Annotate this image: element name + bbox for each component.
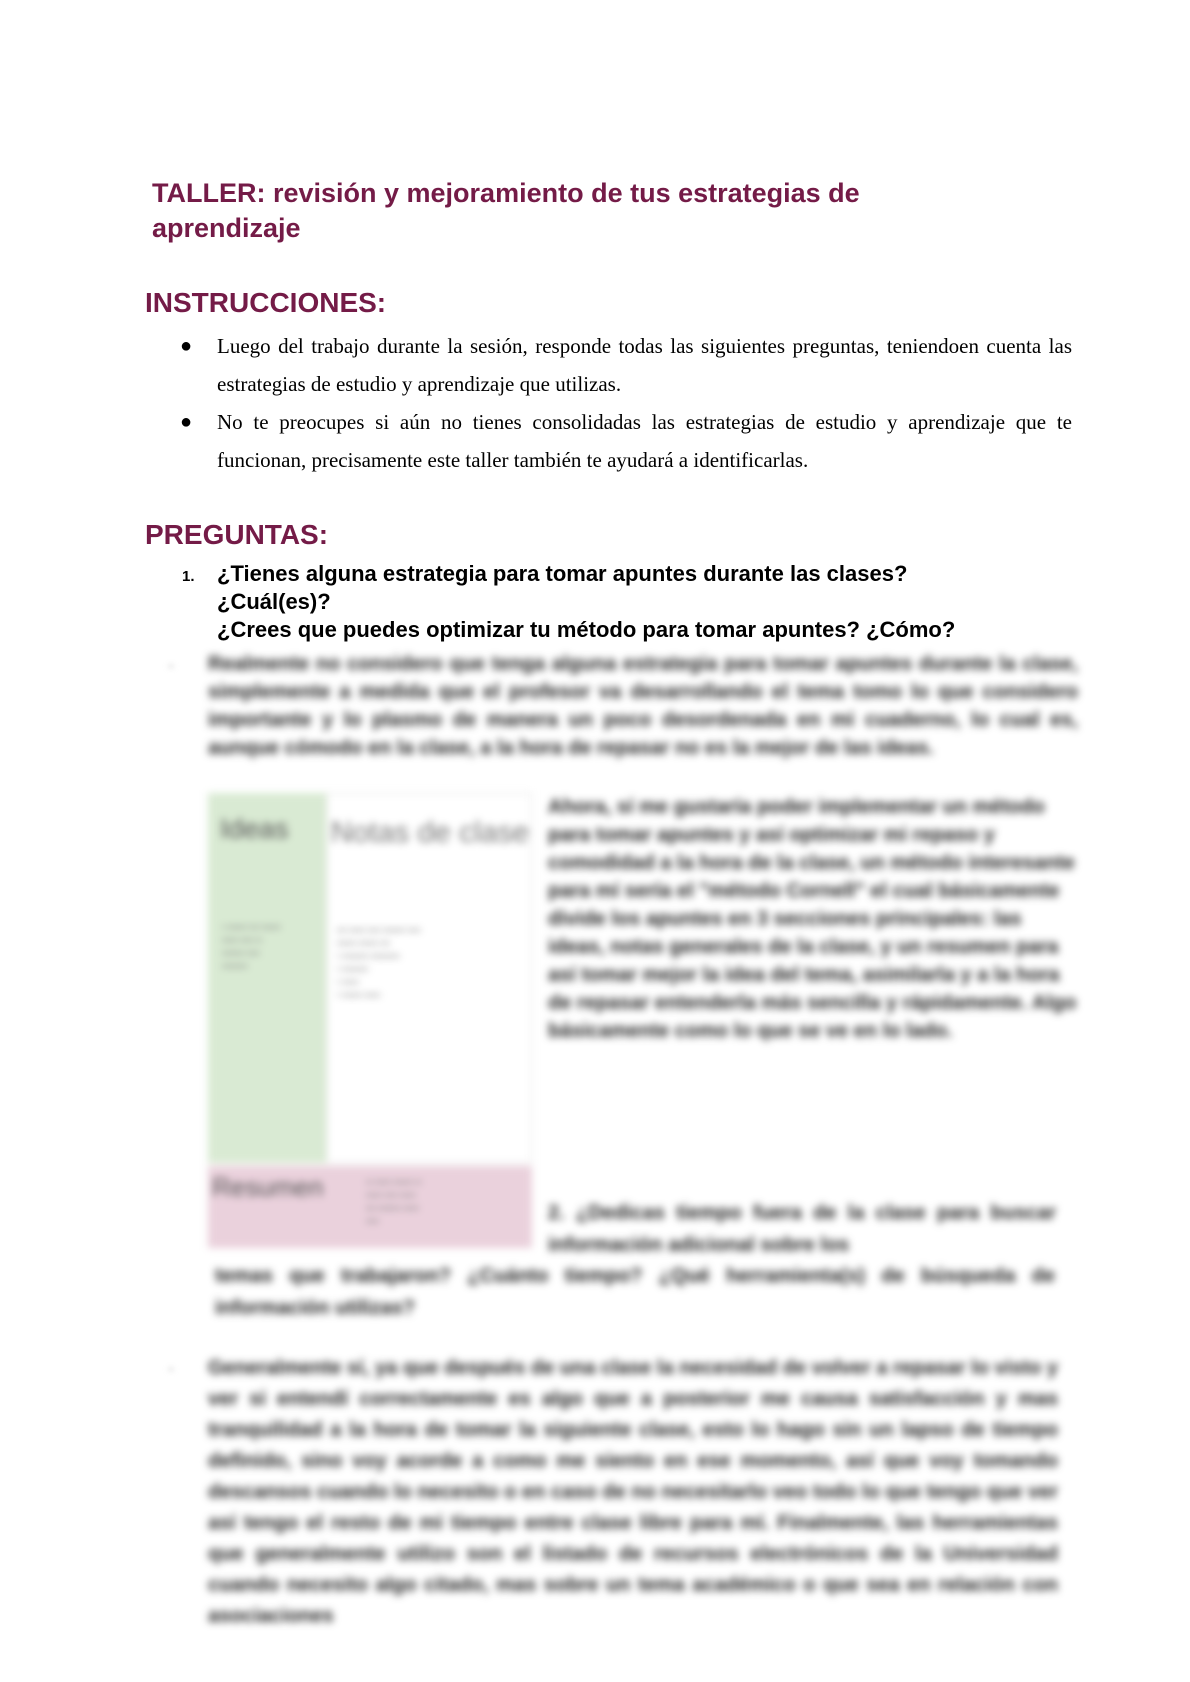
question-line: ¿Cuál(es)?: [217, 589, 331, 614]
cornell-ideas-label: Ideas: [220, 813, 289, 844]
instruction-item: No te preocupes si aún no tienes consolidadas las estrategias de estudio y aprendizaje que te funcionan, precisamente este taller también te ayudará a identificarlas.: [217, 410, 1072, 472]
answer-1-side-text: Ahora, sí me gustaría poder implementar un método para tomar apuntes y así optimizar mi repaso y comodidad a la hora de la clase, un método interesante para mí sería el "método Cornell" el cual básicamente divide los apuntes en 3 secciones principales: las ideas, notas generales de la clase, y un resumen para así tomar mejor la idea del tema, asimilarla y a la hora de repasar entenderla más sencilla y rápidamente. Algo básicamente como lo que se ve en lo lado.: [548, 796, 1077, 1042]
cornell-method-image: [208, 793, 532, 1248]
bullet-marker: ●: [180, 335, 193, 357]
question-2-part-2: temas que trabajaron? ¿Cuánto tiempo? ¿Qué herramienta(s) de búsqueda de información utilizas?: [215, 1265, 1055, 1319]
bullet-marker: ●: [180, 411, 193, 433]
questions-heading: PREGUNTAS:: [145, 519, 329, 550]
question-number: 1.: [182, 568, 195, 585]
dash-marker: -: [168, 655, 174, 675]
cornell-ideas-notes: ▪ ▪▪▪▪▪▪ ▪▪▪ ▪▪▪▪▪▪ ▪▪▪▪▪ ▪▪▪▪ ▪▪ ▪▪▪▪▪▪▪ ▪▪▪▪ ▪▪▪▪▪▪▪▪: [222, 922, 281, 971]
instruction-item: Luego del trabajo durante la sesión, responde todas las siguientes preguntas, teniendoen cuenta las estrategias de estudio y aprendizaje que utilizas.: [217, 334, 1072, 396]
cornell-ideas-column: [208, 793, 326, 1163]
cornell-notes-body: ▪▪▪ ▪▪▪▪▪ ▪▪▪▪ ▪▪▪▪▪▪▪ ▪▪▪▪ ▪▪▪▪▪▪ ▪▪▪▪▪▪ ▪▪▪ • ▪▪▪▪▪▪▪▪ ▪▪▪▪▪▪▪▪▪ • ▪▪▪▪▪▪▪▪ • ▪▪▪▪▪ • ▪▪▪▪▪▪ ▪▪▪▪▪: [337, 925, 421, 1000]
cornell-summary-label: Resumen: [212, 1172, 324, 1202]
question-2-part-1: 2. ¿Dedicas tiempo fuera de la clase para buscar información adicional sobre los: [548, 1202, 1056, 1256]
cornell-notes-label: Notas de clase: [330, 816, 530, 849]
page-title: TALLER: revisión y mejoramiento de tus estrategias de aprendizaje: [152, 178, 860, 243]
answer-2-text: Generalmente sí, ya que después de una clase la necesidad de volver a repasar lo visto y ver si entendí correctamente es algo que a posterior me causa satisfacción y mas tranquilidad a la hora de tomar la siguiente clase, esto lo hago sin un lapso de tiempo definido, sino voy acorde a como me siento en ese momento, así que voy tomando descansos cuando lo necesito o en caso de no necesitarlo veo todo lo que tengo que ver así tengo el resto de mi tiempo entre clase libre para mí. Finalmente, las herramientas que generalmente utilizo son el listado de recursos electrónicos de la Universidad cuando necesito algo citado, mas sobre un tema académico o que sea en relación con asociaciones: [208, 1357, 1058, 1627]
question-line: ¿Tienes alguna estrategia para tomar apuntes durante las clases?: [217, 561, 908, 586]
cornell-summary-body: ▪▪ ▪▪▪▪▪ ▪▪▪▪▪▪ ▪▪ ▪▪▪▪▪ ▪▪▪▪ ▪▪▪▪▪ ▪▪▪ ▪▪▪▪▪▪▪ ▪▪▪▪▪ ▪▪▪▪: [366, 1177, 422, 1226]
dash-marker: -: [168, 1358, 174, 1378]
question-line: ¿Crees que puedes optimizar tu método para tomar apuntes? ¿Cómo?: [217, 617, 956, 642]
answer-1-text: Realmente no considero que tenga alguna estrategia para tomar apuntes durante la clase, simplemente a medida que el profesor va desarrollando el tema tomo lo que considero importante y lo plasmo de manera un poco desordenada en mi cuaderno, lo cual es, aunque cómodo en la clase, a la hora de repasar no es la mejor de las ideas.: [208, 653, 1078, 759]
instructions-heading: INSTRUCCIONES:: [145, 287, 387, 318]
cornell-notes-column: [326, 793, 532, 1163]
question-1: [217, 560, 1067, 644]
cornell-summary-row: [208, 1166, 532, 1248]
